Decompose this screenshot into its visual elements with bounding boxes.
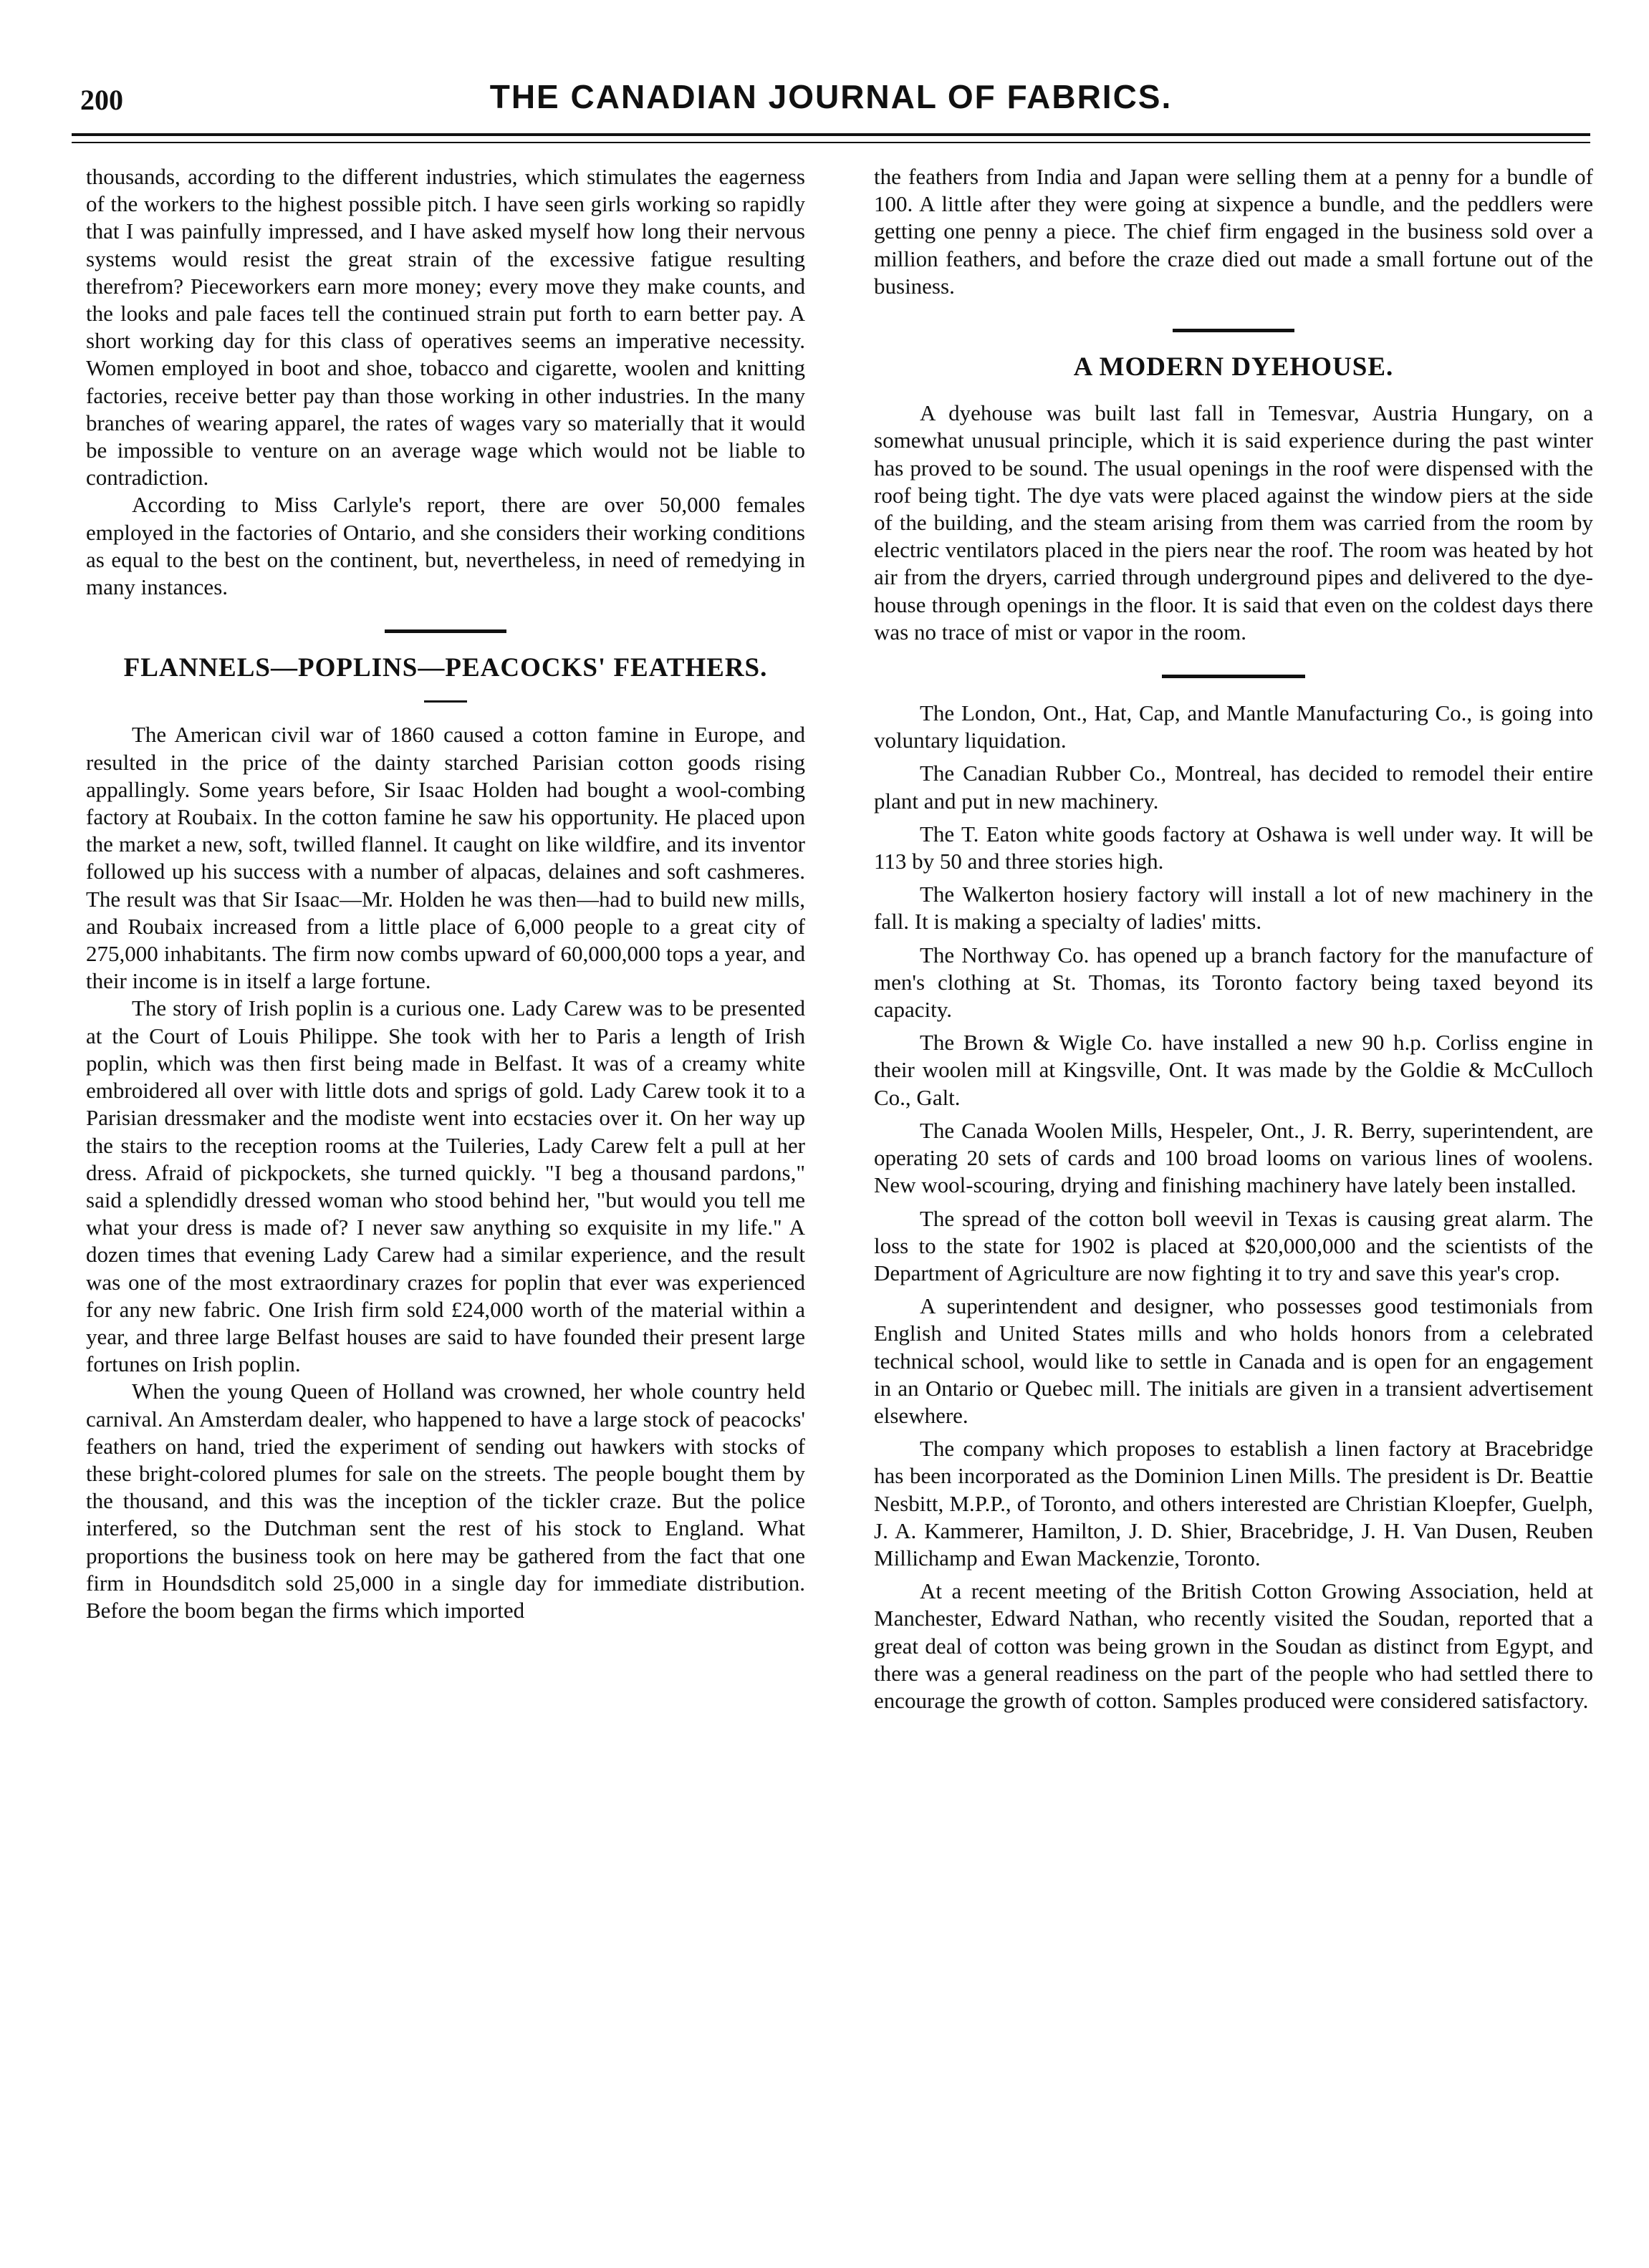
header-rule [72,133,1590,136]
news-item: The Canada Woolen Mills, Hespeler, Ont., J. R. Berry, superintendent, are operating 20 sets of cards and 100 broad looms on various lines of woolens. New wool-scouring, drying and finishing machinery have lately been installed. [874,1117,1593,1198]
article-title: FLANNELS—POPLINS—PEACOCKS' FEATHERS. [123,653,768,683]
news-items [874,700,1593,1714]
dyehouse-paragraph: A dyehouse was built last fall in Temesvar, Austria Hungary, on a somewhat unusual principle, which it is said experience during the past winter has proved to be sound. The usual openings in the roof were dispensed with the roof being tight. The dye vats were placed against the window piers at the side of the building, and the steam arising from them was carried from the room by electric ventilators placed in the piers near the roof. The room was heated by hot air from the dryers, carried through underground pipes and delivered to the dye-house through openings in the floor. It is said that even on the coldest days there was no trace of mist or vapor in the room. [874,400,1593,645]
article-paragraph: When the young Queen of Holland was crowned, her whole country held carnival. An Amsterdam dealer, who happened to have a large stock of peacocks' feathers on hand, tried the experiment of sending out hawkers with stocks of these bright-colored plumes for sale on the streets. The people bought them by the thousand, and this was the inception of the tickler craze. But the police interfered, so the Dutchman sent the rest of his stock to England. What proportions the business took on here may be gathered from the fact that one firm in Houndsditch sold 25,000 in a single day for immediate distribution. Before the boom began the firms which imported [86,1379,805,1623]
news-item: The spread of the cotton boll weevil in Texas is causing great alarm. The loss to the state for 1902 is placed at $20,000,000 and the scientists of the Department of Agriculture are now fighting it to try and save this year's crop. [874,1205,1593,1285]
journal-title: THE CANADIAN JOURNAL OF FABRICS. [489,78,1173,115]
title-underline [424,700,467,703]
news-item: The T. Eaton white goods factory at Oshawa is well under way. It will be 113 by 50 and three stories high. [874,821,1593,874]
right-column [874,163,1593,1720]
news-item: A superintendent and designer, who possesses good testimonials from English and United States mills and who holds honors from a celebrated technical school, would like to settle in Canada and is open for an engagement in an Ontario or Quebec mill. The initials are given in a transient advertisement elsewhere. [874,1293,1593,1428]
intro-paragraph: According to Miss Carlyle's report, there are over 50,000 females employed in the factories of Ontario, and she considers their working conditions as equal to the best on the continent, but, nevertheless, in need of remedying in many instances. [86,492,805,600]
section-divider [385,629,506,633]
dyehouse-title: A MODERN DYEHOUSE. [1073,352,1394,382]
left-column [86,163,805,1624]
page-header [72,77,1590,127]
header-rule-thin [72,142,1590,143]
article-continuation: the feathers from India and Japan were selling them at a penny for a bundle of 100. A little after they were going at sixpence a bundle, and the peddlers were getting one penny a piece. The chief firm engaged in the business sold over a million feathers, and before the craze died out made a small fortune out of the business. [874,164,1593,299]
news-item: The company which proposes to establish a linen factory at Bracebridge has been incorporated as the Dominion Linen Mills. The president is Dr. Beattie Nesbitt, M.P.P., of Toronto, and others interested are Christian Kloepfer, Guelph, J. A. Kammerer, Hamilton, J. D. Shier, Bracebridge, J. H. Van Dusen, Reuben Millichamp and Ewan Mackenzie, Toronto. [874,1436,1593,1570]
news-item: The Brown & Wigle Co. have installed a new 90 h.p. Corliss engine in their woolen mill at Kingsville, Ont. It was made by the Goldie & McCulloch Co., Galt. [874,1030,1593,1110]
page-number: 200 [80,84,123,116]
intro-paragraph: thousands, according to the different industries, which stimulates the eagerness of the workers to the highest possible pitch. I have seen girls working so rapidly that I was painfully impressed, and I have asked myself how long their nervous systems would resist the great strain of the excessive fatigue resulting therefrom? Pieceworkers earn more money; every move they make counts, and the looks and pale faces tell the continued strain put forth to earn better pay. A short working day for this class of operatives seems an imperative necessity. Women employed in boot and shoe, tobacco and cigarette, woolen and knitting factories, receive better pay than those working in other industries. In the many branches of wearing apparel, the rates of wages vary so materially that it would be impossible to venture on an average wage which would not be liable to contradiction. [86,164,805,491]
news-item: The Walkerton hosiery factory will install a lot of new machinery in the fall. It is making a specialty of ladies' mitts. [874,882,1593,935]
article-paragraph: The American civil war of 1860 caused a cotton famine in Europe, and resulted in the price of the dainty starched Parisian cotton goods rising appallingly. Some years before, Sir Isaac Holden had bought a wool-combing factory at Roubaix. In the cotton famine he saw his opportunity. He placed upon the market a new, soft, twilled flannel. It caught on like wildfire, and its inventor followed up his success with a number of alpacas, delaines and soft cashmeres. The result was that Sir Isaac—Mr. Holden he was then—had to build new mills, and Roubaix increased from a little place of 6,000 people to a great city of 275,000 inhabitants. The firm now combs upward of 60,000,000 tops a year, and their income is in itself a large fortune. [86,722,805,994]
article-paragraph: The story of Irish poplin is a curious one. Lady Carew was to be presented at the Court of Louis Philippe. She took with her to Paris a length of Irish poplin, which was then first being made in Belfast. It was of a creamy white embroidered all over with little dots and sprigs of gold. Lady Carew took it to a Parisian dressmaker and the modiste went into ecstacies over it. On her way up the stairs to the reception rooms at the Tuileries, Lady Carew felt a pull at her dress. Afraid of pickpockets, she turned quickly. "I beg a thousand pardons," said a splendidly dressed woman who stood behind her, "but would you tell me what your dress is made of? I never saw anything so exquisite in my life." A dozen times that evening Lady Carew had a similar experience, and the result was one of the most extraordinary crazes for poplin that ever was experienced for any new fabric. One Irish firm sold £24,000 worth of the material within a year, and three large Belfast houses are said to have founded their present large fortunes on Irish poplin. [86,995,805,1377]
news-item: The London, Ont., Hat, Cap, and Mantle Manufacturing Co., is going into voluntary liquidation. [874,700,1593,753]
news-item: At a recent meeting of the British Cotton Growing Association, held at Manchester, Edward Nathan, who recently visited the Soudan, reported that a great deal of cotton was being grown in the Soudan as distinct from Egypt, and there was a general readiness on the part of the people who had settled there to encourage the growth of cotton. Samples produced were considered satisfactory. [874,1578,1593,1713]
section-divider [1173,329,1294,332]
news-item: The Canadian Rubber Co., Montreal, has decided to remodel their entire plant and put in new machinery. [874,761,1593,814]
news-item: The Northway Co. has opened up a branch factory for the manufacture of men's clothing at St. Thomas, its Toronto factory being taxed beyond its capacity. [874,942,1593,1023]
section-divider [1162,675,1305,678]
